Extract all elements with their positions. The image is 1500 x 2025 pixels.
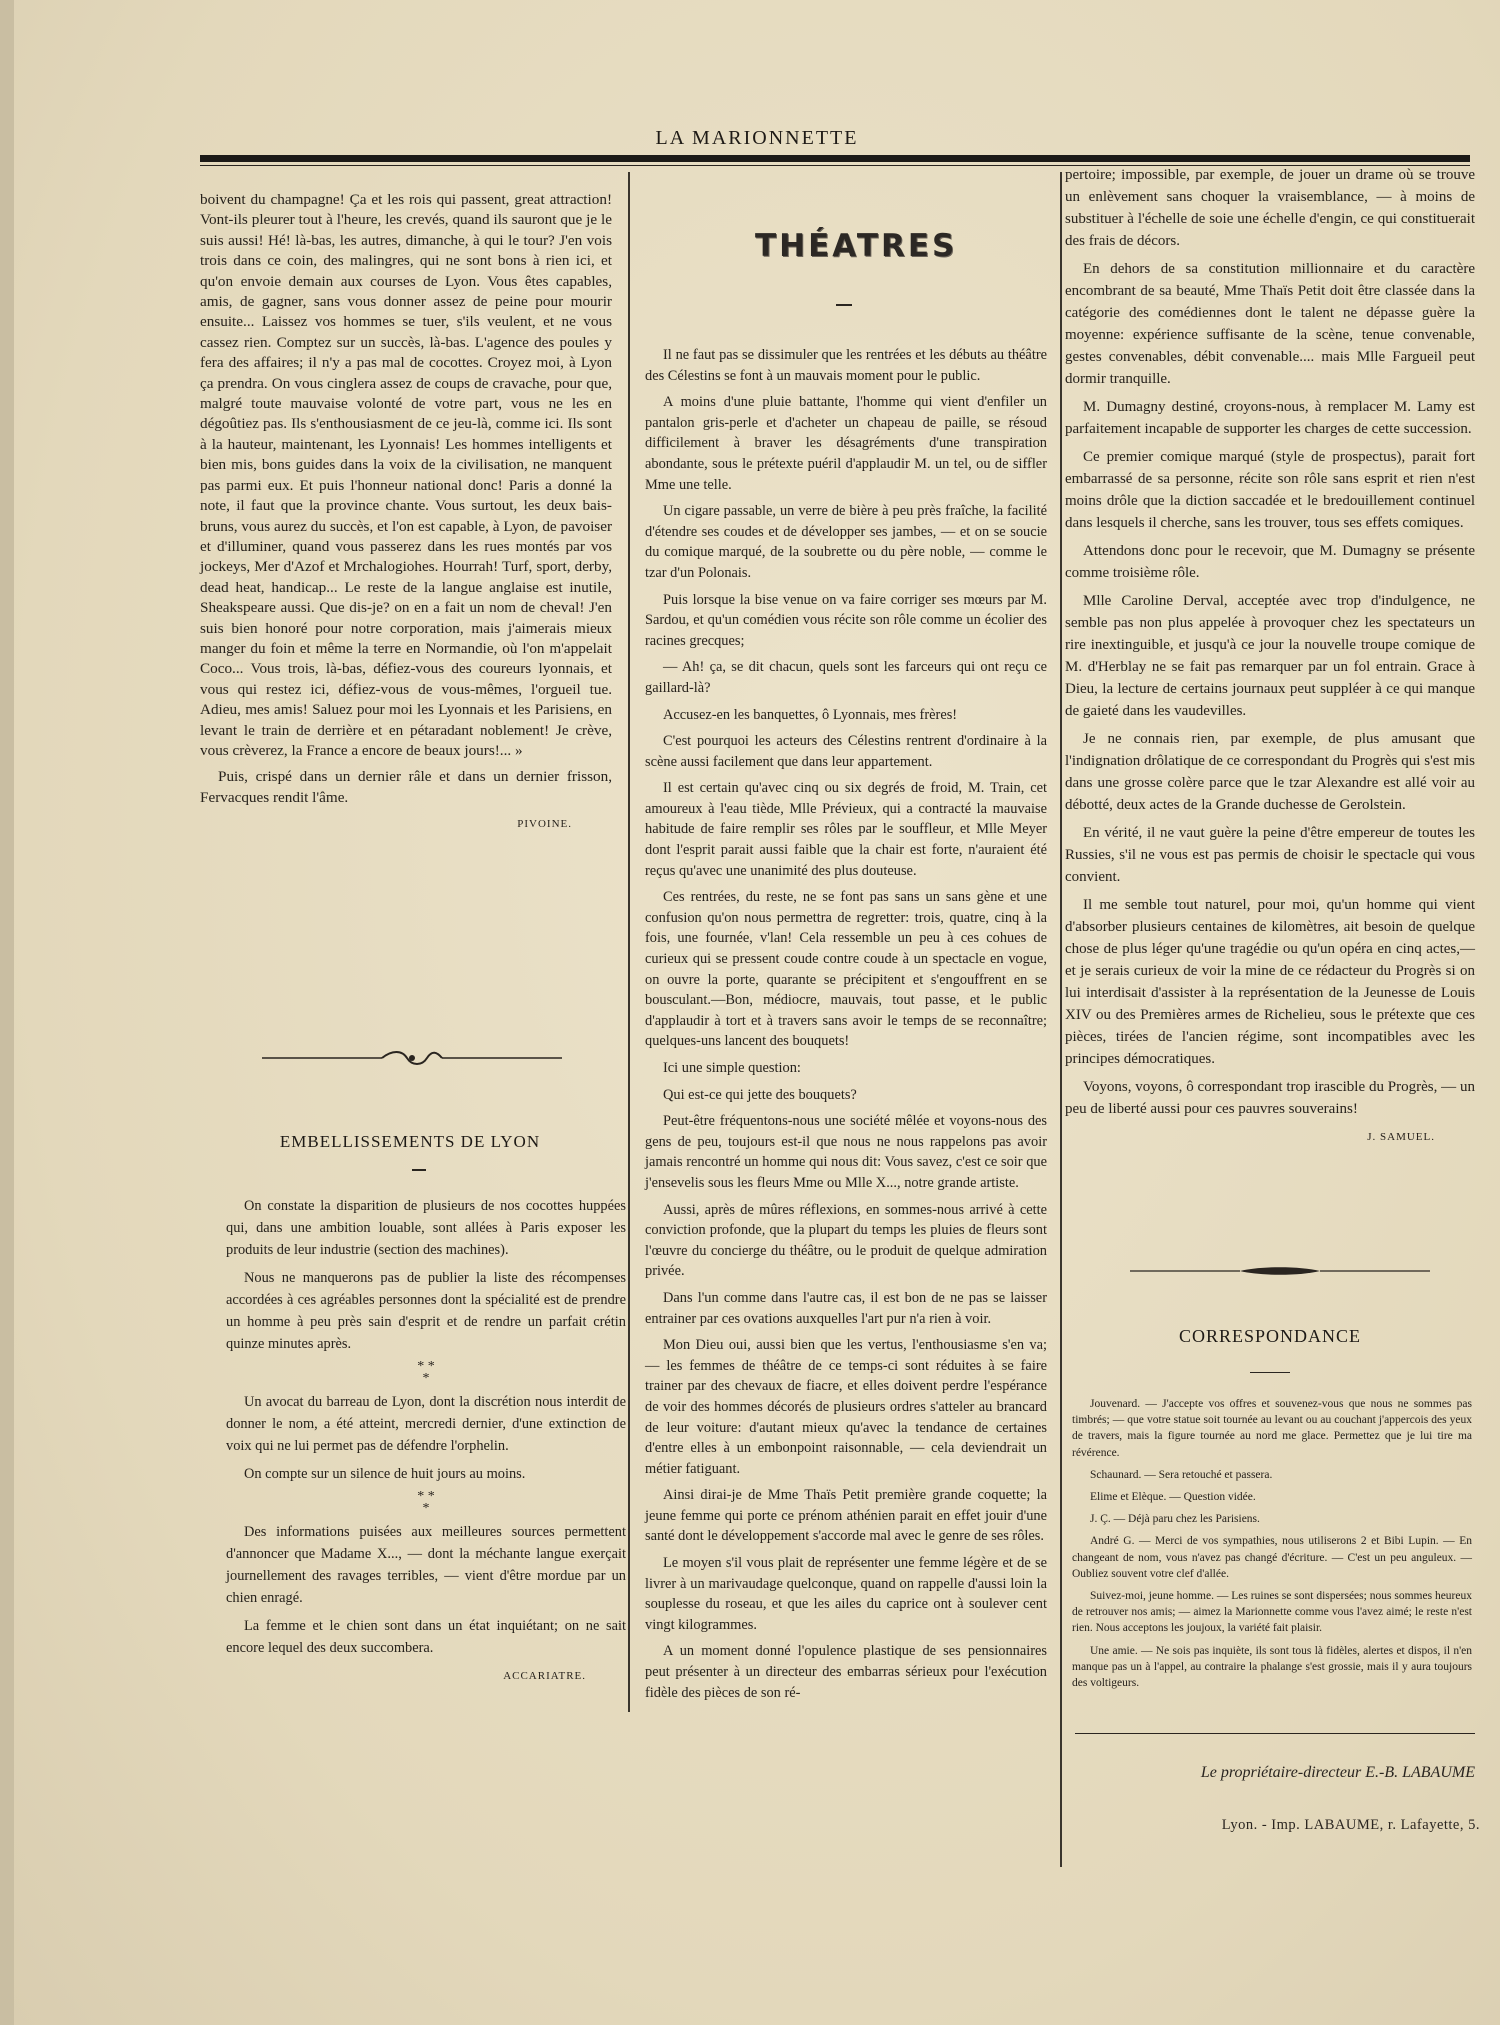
paragraph: boivent du champagne! Ça et les rois qui passent, great attraction! Vont-ils pleurer tout à l'heure, les crevés, quand ils sauront que je le suis aussi! Hé! là-bas, les autres, dimanche, à qui le tour? J'en vois trois dans ce coin, des malingres, qui ne sont bons à rien ici, et qu'on envoie demain aux courses de Lyon. Vous êtes capables, amis, de gagner, sans vous donner assez de peine pour mourir ensuite... Laissez vos hommes se tuer, s'ils veulent, et ne vous cassez rien. Comptez sur un succès, là-bas. L'agence des poules y fera des affaires; il n'y a pas mal de cocottes. Croyez moi, à Lyon ça prendra. On vous cinglera assez de coups de cravache, pour que, malgré toute mauvaise volonté de votre part, vous ne les en dégoûtiez pas. Ils s'enthousiasment de ce jeu-là, comme ici. Ils sont à la hauteur, maintenant, les Lyonnais! Les hommes intelligents et bien mis, bons guides dans la voix de la civilisation, ne manquent pas parmi eux. Et puis l'honneur national donc! Paris a donné la note, il faut que la province chante. Vous surtout, les deux bais-bruns, vous aurez du succès, et l'on est capable, à Lyon, de pavoiser et d'illuminer, quand vous passerez dans les rues montés par vos jockeys, Mer d'Azof et Mrchalogiohes. Hourrah! Turf, sport, derby, dead heat, handicap... Le reste de la langue anglaise est inutile, Sheakspeare aussi. Que dis-je? on en a fait un nom de cheval! J'en suis bien honoré pour notre corporation, mais j'aimerais mieux manger du foin et même la terre en Normandie, où l'on m'appelait Coco... Vous trois, là-bas, défiez-vous des coureurs lyonnais, et vous qui restez ici, défiez-vous de vous-mêmes, l'orgueil tue. Adieu, mes amis! Saluez pour moi les Lyonnais et les Parisiens, en levant le train de derrière et en pétaradant noblement! Je crève, vous crèverez, la France a encore de beaux jours!... » — [200, 191, 612, 759]
paragraph: Voyons, voyons, ô correspondant trop irascible du Progrès, — un peu de liberté aussi pour ces pauvres souverains! — [1065, 1079, 1475, 1117]
paragraph: Un cigare passable, un verre de bière à peu près fraîche, la facilité d'étendre ses coudes et de développer ses jambes, — et on se soucie du comique marqué, de la soubrette ou du père noble, — comme le tzar d'un Polonais. — [645, 503, 1047, 581]
signature-samuel: J. SAMUEL. — [1367, 1131, 1435, 1143]
proprietor-signature: Le propriétaire-directeur E.-B. LABAUME — [1200, 1764, 1475, 1781]
correspondance-item: Schaunard. — Sera retouché et passera. — [1090, 1468, 1273, 1481]
paragraph: Puis, crispé dans un dernier râle et dans un dernier frisson, Fervacques rendit l'âme. — [200, 768, 612, 806]
paragraph: Mlle Caroline Derval, acceptée avec trop d'indulgence, ne semble pas non plus appelée à provoquer chez les spectateurs un rire inextinguible, et jusqu'à ce jour la nouvelle troupe comique de M. d'Herblay ne se fait pas remarquer par un fol entrain. Grace à Dieu, la lecture de certains journaux peut suppléer à ce qui manque de gaieté dans les vaudevilles. — [1065, 593, 1475, 719]
asterism: * * * — [417, 1489, 435, 1516]
footer-rule — [1075, 1733, 1475, 1734]
paragraph: A un moment donné l'opulence plastique de ses pensionnaires peut présenter à un directeur des embarras sérieux pour l'exécution fidèle des pièces de son ré- — [645, 1643, 1047, 1701]
section-heading-correspondance: CORRESPONDANCE — [1178, 1326, 1362, 1346]
signature-pivoine: PIVOINE. — [517, 818, 572, 831]
theatres-column — [645, 345, 1047, 1709]
paragraph: Il est certain qu'avec cinq ou six degrés de froid, M. Train, cet amoureux à l'eau tiède, Mlle Prévieux, qui a contracté la mauvaise habitude de faire remplir ses rôles par le souffleur, et Mlle Meyer dont l'esprit parait aussi faible que la chair est forte, n'auraient été reçus qu'avec une unanimité des plus douteuse. — [645, 780, 1047, 879]
column-divider — [1060, 172, 1062, 1867]
paragraph: Accusez-en les banquettes, ô Lyonnais, mes frères! — [663, 706, 958, 723]
paragraph: Un avocat du barreau de Lyon, dont la discrétion nous interdit de donner le nom, a été atteint, mercredi dernier, d'une extinction de voix qui ne lui permet pas de défendre l'orphelin. — [226, 1394, 626, 1454]
paragraph: — Ah! ça, se dit chacun, quels sont les farceurs qui ont reçu ce gaillard-là? — [645, 659, 1047, 696]
paragraph: Ici une simple question: — [663, 1060, 801, 1076]
heading-dash — [836, 304, 852, 306]
paragraph: La femme et le chien sont dans un état inquiétant; on ne sait encore lequel des deux succombera. — [226, 1618, 626, 1656]
column-1 — [200, 190, 612, 835]
column-3 — [1065, 164, 1475, 1148]
embellissements-column — [226, 1195, 626, 1687]
paragraph: A moins d'une pluie battante, l'homme qui vient d'enfiler un pantalon gris-perle et d'acheter un chapeau de paille, se résoud difficilement à braver les désagréments d'une transpiration abondante, sous le prétexte puéril d'applaudir M. un tel, ou de siffler Mme une telle. — [645, 394, 1047, 493]
paragraph: Mon Dieu oui, aussi bien que les vertus, l'enthousiasme s'en va; — les femmes de théâtre de ce temps-ci sont réduites à se faire trainer par des chevaux de fiacre, et elles doivent perdre l'espérance de voir des hommes décorés de plusieurs ordres s'atteler au brancard de leur voiture: d'autant mieux qu'avec la tendance de certaines d'entre elles à un embonpoint raisonnable, — cela deviendrait un métier fatiguant. — [645, 1337, 1047, 1477]
paragraph: pertoire; impossible, par exemple, de jouer un drame où se trouve un enlèvement sans choquer la vraisemblance, — à moins de substituer à l'échelle de soie une échelle d'engin, ce qui constituerait des frais de décors. — [1065, 167, 1475, 249]
correspondance-column — [1072, 1396, 1472, 1697]
paragraph: M. Dumagny destiné, croyons-nous, à remplacer M. Lamy est parfaitement incapable de supporter les charges de cette succession. — [1065, 399, 1475, 437]
paragraph: Le moyen s'il vous plait de représenter une femme légère et de se livrer à un marivaudage quelconque, quand on rappelle d'aussi loin la souplesse du roseau, et que les ailes du caprice ont à soulever cent vingt kilogrammes. — [645, 1555, 1047, 1633]
signature-accariatre: ACCARIATRE. — [503, 1670, 586, 1682]
paragraph: On constate la disparition de plusieurs de nos cocottes huppées qui, dans une ambition louable, sont allées à Paris exposer les produits de leur industrie (section des machines). — [226, 1198, 626, 1258]
paragraph: Aussi, après de mûres réflexions, en sommes-nous arrivé à cette conviction profonde, que la plupart du temps les pluies de fleurs sont l'œuvre du concierge du théâtre, ou le produit de quelque admiration privée. — [645, 1201, 1047, 1280]
section-heading-theatres: THÉATRES — [755, 228, 958, 264]
column-divider — [628, 172, 630, 1712]
correspondance-item: J. Ç. — Déjà paru chez les Parisiens. — [1090, 1513, 1260, 1526]
correspondance-item: Suivez-moi, jeune homme. — Les ruines se sont dispersées; nous sommes heureux de retrouver nos amis; — aimez la Marionnette comme vous l'avez aimé; le reste n'est rien. Nous acceptons les joujoux, la variété fait plaisir. — [1072, 1590, 1472, 1635]
paragraph: Il me semble tout naturel, pour moi, qu'un homme qui vient d'absorber plusieurs centaines de kilomètres, ait besoin de quelque chose de plus léger qu'une tragédie ou qu'un opéra en cinq actes,—et je serais curieux de voir la mine de ce rédacteur du Progrès si on lui interdisait d'assister à la représentation de la Jeunesse de Louis XIV ou des Premières armes de Richelieu, sous le prétexte que ces pièces, tirées de l'ancien régime, sont incompatibles avec les principes démocratiques. — [1065, 897, 1475, 1067]
paragraph: En vérité, il ne vaut guère la peine d'être empereur de toutes les Russies, s'il ne vous est pas permis de choisir le spectacle qui vous convient. — [1065, 825, 1475, 885]
correspondance-item: Une amie. — Ne sois pas inquiète, ils sont tous là fidèles, alertes et dispos, il n'en manque pas un à l'appel, au contraire la phalange s'est grossie, mais il y aura toujours des voltigeurs. — [1072, 1644, 1472, 1690]
paragraph: Peut-être fréquentons-nous une société mêlée et voyons-nous des gens de peu, toujours est-il que nous ne nous rappelons pas avoir jamais rencontré un homme qui nous dit: Vous savez, c'est ce soir que j'ensevelis sous les fleurs Mme ou Mlle X..., notre grande artiste. — [645, 1113, 1047, 1191]
paragraph: Qui est-ce qui jette des bouquets? — [663, 1086, 857, 1103]
ornament-divider — [262, 1050, 562, 1066]
header-rule — [200, 155, 1470, 162]
paragraph: Attendons donc pour le recevoir, que M. Dumagny se présente comme troisième rôle. — [1065, 543, 1475, 581]
paragraph: Des informations puisées aux meilleures sources permettent d'annoncer que Madame X..., — dont la méchante langue exerçait journellement des ravages terribles, — vient d'être mordue par un chien enragé. — [226, 1524, 626, 1606]
correspondance-item: André G. — Merci de vos sympathies, nous utiliserons 2 et Bibi Lupin. — En changeant de nom, vous n'avez pas changé d'écriture. — C'est un peu anguleux. — Oubliez souvent votre clef d'allée. — [1072, 1535, 1472, 1580]
paragraph: Ainsi dirai-je de Mme Thaïs Petit première grande coquette; la jeune femme qui porte ce prénom athénien parait en effet jouir d'une santé dont le développement s'accorde mal avec le genre de ses rôles. — [645, 1487, 1047, 1545]
masthead: LA MARIONNETTE — [655, 127, 859, 149]
printer-imprint: Lyon. - Imp. LABAUME, r. Lafayette, 5. — [1221, 1817, 1480, 1833]
page-edge — [0, 0, 14, 2025]
correspondance-item: Jouvenard. — J'accepte vos offres et souvenez-vous que nous ne sommes pas timbrés; — que votre statue soit tournée au levant ou au couchant j'appercois des yeux de travers, mais la figure tournée au nord me glace. Permettez que je lui tire ma révérence. — [1072, 1398, 1472, 1459]
paragraph: Il ne faut pas se dissimuler que les rentrées et les débuts au théâtre des Célestins se font à un mauvais moment pour le public. — [645, 347, 1047, 384]
paragraph: Ce premier comique marqué (style de prospectus), parait fort embarrassé de sa personne, récite son rôle sans esprit et rien n'est moins drôle que la diction saccadée et le bredouillement continuel dans lesquels il cherche, sans les trouver, tous ses effets comiques. — [1065, 449, 1475, 531]
section-heading-embellissements: EMBELLISSEMENTS DE LYON — [279, 1132, 541, 1151]
asterism: * * * — [417, 1359, 435, 1386]
paragraph: Dans l'un comme dans l'autre cas, il est bon de ne pas se laisser entrainer par ces ovations auxquelles l'art pur n'a rien à voir. — [645, 1289, 1047, 1327]
paragraph: C'est pourquoi les acteurs des Célestins rentrent d'ordinaire à la scène aussi facilement que dans leur appartement. — [645, 733, 1047, 770]
paragraph: Nous ne manquerons pas de publier la liste des récompenses accordées à ces agréables personnes dont la spécialité est de prendre un homme à peu près sain d'esprit et de rendre un parfait crétin quinze minutes après. — [226, 1270, 626, 1352]
heading-dash — [412, 1169, 426, 1171]
ornament-divider — [1130, 1265, 1430, 1277]
heading-dash — [1250, 1372, 1290, 1373]
correspondance-item: Elime et Elèque. — Question vidée. — [1090, 1491, 1256, 1504]
paragraph: Ces rentrées, du reste, ne se font pas sans un sans gène et une confusion qu'on nous permettra de regretter: trois, quatre, cinq à la fois, une fournée, v'lan! Cela ressemble un peu à ces cohues de curieux qui se pressent coude contre coude à un spectacle en vogue, on ouvre la porte, quarante se précipitent et s'engouffrent en se bousculant.—Bon, médiocre, mauvais, tout passe, et le public d'applaudir à tort et à travers sans avoir le temps de se reconnaître; quelques-uns lancent des bouquets! — [645, 889, 1047, 1050]
paragraph: Je ne connais rien, par exemple, de plus amusant que l'indignation drôlatique de ce correspondant du Progrès qui s'est mis dans une grosse colère parce que le tzar Alexandre est allé voir au débotté, deux actes de la Grande duchesse de Gerolstein. — [1065, 731, 1475, 813]
paragraph: Puis lorsque la bise venue on va faire corriger ses mœurs par M. Sardou, et qu'un comédien vous récite son rôle comme un écolier des racines grecques; — [645, 591, 1047, 649]
paragraph: On compte sur un silence de huit jours au moins. — [244, 1466, 526, 1482]
paragraph: En dehors de sa constitution millionnaire et du caractère encombrant de sa beauté, Mme Thaïs Petit doit être classée dans la catégorie des comédiennes dont le talent ne dépasse guère la moyenne: expérience suffisante de la scène, tenue convenable, gestes convenables, débit convenable.... mais Mlle Fargueil peut dormir tranquille. — [1065, 261, 1475, 387]
